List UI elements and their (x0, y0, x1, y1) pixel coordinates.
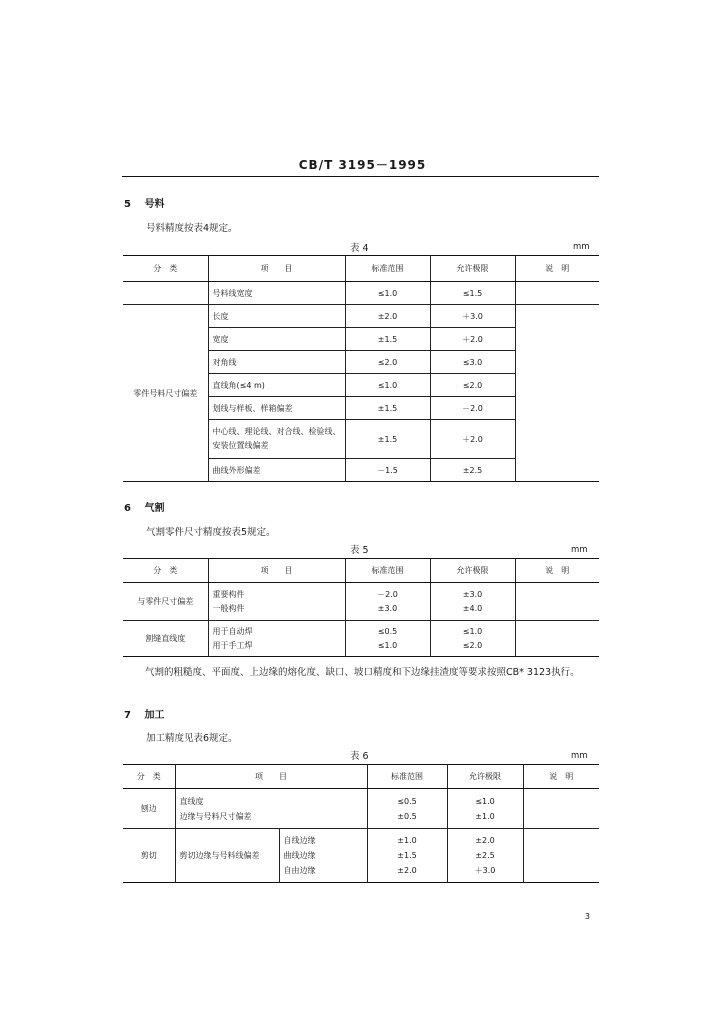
section-6-after-text: 气割的粗糙度、平面度、上边缘的熔化度、缺口、坡口精度和下边缘挂渣度等要求按照CB* 3123执行。 (145, 667, 580, 678)
table-6-category-edge: 刨边 (123, 789, 175, 829)
table-4-header-allowed: 允许极限 (430, 256, 515, 282)
table-4-standard: ≤1.0 (345, 282, 430, 305)
section-5-number: 5 (124, 199, 131, 210)
table-6-item: 直线度 (179, 796, 204, 806)
table-5-category: 与零件尺寸偏差 (123, 583, 208, 621)
table-4-standard: ≤1.0 (345, 374, 430, 397)
table-4-header-item: 项 目 (208, 256, 345, 282)
table-4-item: 曲线外形偏差 (208, 459, 345, 482)
section-6-intro: 气割零件尺寸精度按表5规定。 (146, 527, 276, 538)
section-7-intro: 加工精度见表6规定。 (146, 733, 238, 744)
table-4-allowed: ＋2.0 (430, 328, 515, 351)
table-5-standard: －2.0 (377, 589, 398, 599)
table-5-item: 用于自动焊 (212, 626, 253, 636)
table-4-item: 号料线宽度 (208, 282, 345, 305)
table-6-allowed: ±1.0 (475, 811, 495, 821)
table-5-standard: ≤1.0 (377, 640, 398, 650)
table-5-header-note: 说 明 (515, 559, 599, 583)
table-4-standard: －1.5 (345, 459, 430, 482)
table-4-standard: ±1.5 (345, 328, 430, 351)
table-row (123, 829, 599, 883)
table-row (123, 305, 599, 328)
standard-header: CB/T 3195－1995 (298, 158, 427, 172)
header-rule (122, 176, 599, 177)
table-5-header-standard: 标准范围 (345, 559, 430, 583)
table-4-allowed: ≤2.0 (430, 374, 515, 397)
table-4-header-category: 分 类 (123, 256, 208, 282)
table-4-header-row (123, 256, 599, 282)
table-5-header-category: 分 类 (123, 559, 208, 583)
table-6-item: 边缘与号料尺寸偏差 (179, 811, 252, 821)
table-6-header-item: 项 目 (175, 765, 367, 789)
table-4-item: 中心线、理论线、对合线、检验线、安装位置线偏差 (208, 420, 345, 459)
section-6-title: 气割 (144, 503, 165, 514)
table-6-subitem: 曲线边缘 (283, 851, 316, 860)
table-6-allowed: ±2.0 (475, 836, 495, 845)
table-4-item: 直线角(≤4 m) (208, 374, 345, 397)
table-6-unit: mm (571, 751, 588, 761)
table-5-item: 一般构件 (212, 603, 245, 613)
table-5-allowed: ≤1.0 (462, 626, 483, 636)
table-6-standard: ±1.5 (397, 851, 417, 860)
table-6-subitem: 自线边缘 (283, 836, 316, 845)
table-row (123, 789, 599, 829)
table-5-item: 用于手工焊 (212, 640, 253, 650)
table-5 (123, 558, 599, 657)
table-4-item: 对角线 (208, 351, 345, 374)
table-5-header-row (123, 559, 599, 583)
page-number: 3 (584, 912, 590, 921)
table-4-allowed: ＋2.0 (430, 420, 515, 459)
table-4-item: 宽度 (208, 328, 345, 351)
table-4-item: 长度 (208, 305, 345, 328)
table-6-header-row (123, 765, 599, 789)
table-4-item: 划线与样板、样箱偏差 (208, 397, 345, 420)
table-6-standard: ±0.5 (397, 811, 417, 821)
table-4-allowed: －2.0 (430, 397, 515, 420)
section-7-number: 7 (124, 710, 131, 721)
table-5-allowed: ±3.0 (462, 589, 483, 599)
table-5-standard: ±3.0 (377, 603, 398, 613)
section-5-title: 号料 (144, 199, 165, 210)
table-5-item: 重要构件 (212, 589, 245, 599)
table-6-standard: ±1.0 (397, 836, 417, 845)
table-4-caption: 表 4 (350, 243, 369, 254)
table-4-standard: ±1.5 (345, 397, 430, 420)
table-6-allowed: ±2.5 (475, 851, 495, 860)
table-6-standard: ±2.0 (397, 866, 417, 875)
table-6-standard: ≤0.5 (397, 796, 417, 806)
table-6-header-note: 说 明 (523, 765, 599, 789)
table-6-header-category: 分 类 (123, 765, 175, 789)
table-6-subitem: 自由边缘 (283, 866, 316, 875)
table-4-allowed: ≤3.0 (430, 351, 515, 374)
table-6-allowed: ＋3.0 (474, 866, 496, 875)
table-4 (123, 255, 599, 482)
table-5-header-allowed: 允许极限 (430, 559, 515, 583)
table-4-standard: ≤2.0 (345, 351, 430, 374)
table-row (123, 621, 599, 657)
table-4-header-note: 说 明 (515, 256, 599, 282)
section-7-heading (124, 706, 164, 721)
table-4-allowed: ≤1.5 (430, 282, 515, 305)
section-6-heading (124, 499, 164, 514)
table-5-header-item: 项 目 (208, 559, 345, 583)
table-row (123, 583, 599, 621)
table-4-category: 零件号料尺寸偏差 (133, 388, 198, 398)
table-6-caption: 表 6 (350, 751, 369, 762)
table-4-header-standard: 标准范围 (345, 256, 430, 282)
table-6-item: 剪切边缘与号料线偏差 (175, 829, 279, 883)
table-6-header-standard: 标准范围 (367, 765, 447, 789)
table-6-header-allowed: 允许极限 (447, 765, 523, 789)
table-5-allowed: ±4.0 (462, 603, 483, 613)
table-4-allowed: ±2.5 (430, 459, 515, 482)
section-7-title: 加工 (144, 710, 165, 721)
table-4-standard: ±1.5 (345, 420, 430, 459)
table-6-allowed: ≤1.0 (475, 796, 495, 806)
table-5-caption: 表 5 (350, 545, 369, 556)
table-4-allowed: ＋3.0 (430, 305, 515, 328)
table-5-unit: mm (571, 545, 588, 555)
table-6-category-shear: 剪切 (140, 851, 157, 860)
section-5-intro: 号料精度按表4规定。 (146, 223, 238, 234)
table-6 (123, 764, 599, 883)
section-5-heading (124, 195, 164, 210)
table-4-unit: mm (573, 242, 590, 252)
table-5-standard: ≤0.5 (377, 626, 398, 636)
table-4-standard: ±2.0 (345, 305, 430, 328)
table-row (123, 282, 599, 305)
table-5-category: 割缝直线度 (145, 634, 186, 643)
section-6-number: 6 (124, 503, 131, 514)
table-5-allowed: ≤2.0 (462, 640, 483, 650)
